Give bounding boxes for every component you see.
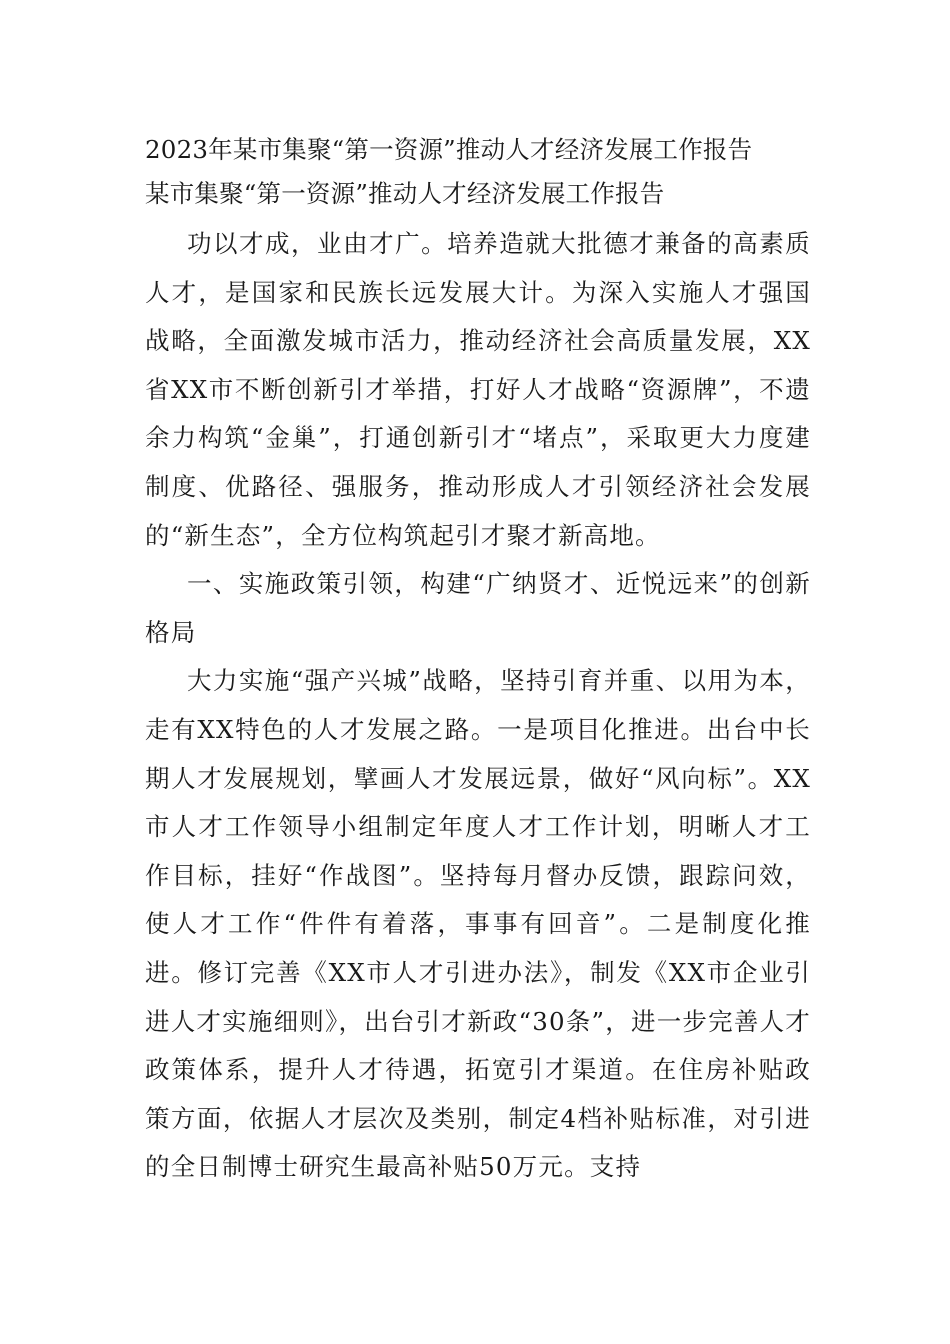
document-page	[145, 128, 811, 1192]
paragraph-body: 大力实施“强产兴城”战略，坚持引育并重、以用为本，走有XX特色的人才发展之路。一是项目化推进。出台中长期人才发展规划，擘画人才发展远景，做好“风向标”。XX市人才工作领导小组制定年度人才工作计划，明晰人才工作目标，挂好“作战图”。坚持每月督办反馈，跟踪问效，使人才工作“件件有着落，事事有回音”。二是制度化推进。修订完善《XX市人才引进办法》，制发《XX市企业引进人才实施细则》，出台引才新政“30条”，进一步完善人才政策体系，提升人才待遇，拓宽引才渠道。在住房补贴政策方面，依据人才层次及类别，制定4档补贴标准，对引进的全日制博士研究生最高补贴50万元。支持	[145, 666, 811, 1182]
paragraph-intro: 功以才成，业由才广。培养造就大批德才兼备的高素质人才，是国家和民族长远发展大计。为深入实施人才强国战略，全面激发城市活力，推动经济社会高质量发展，XX省XX市不断创新引才举措，打好人才战略“资源牌”，不遗余力构筑“金巢”，打通创新引才“堵点”，采取更大力度建制度、优路径、强服务，推动形成人才引领经济社会发展的“新生态”，全方位构筑起引才聚才新高地。	[145, 229, 811, 550]
document-subtitle: 某市集聚“第一资源”推动人才经济发展工作报告	[145, 179, 665, 208]
document-title: 2023年某市集聚“第一资源”推动人才经济发展工作报告	[145, 135, 753, 164]
section-heading-1: 一、实施政策引领，构建“广纳贤才、近悦远来”的创新格局	[145, 569, 811, 647]
